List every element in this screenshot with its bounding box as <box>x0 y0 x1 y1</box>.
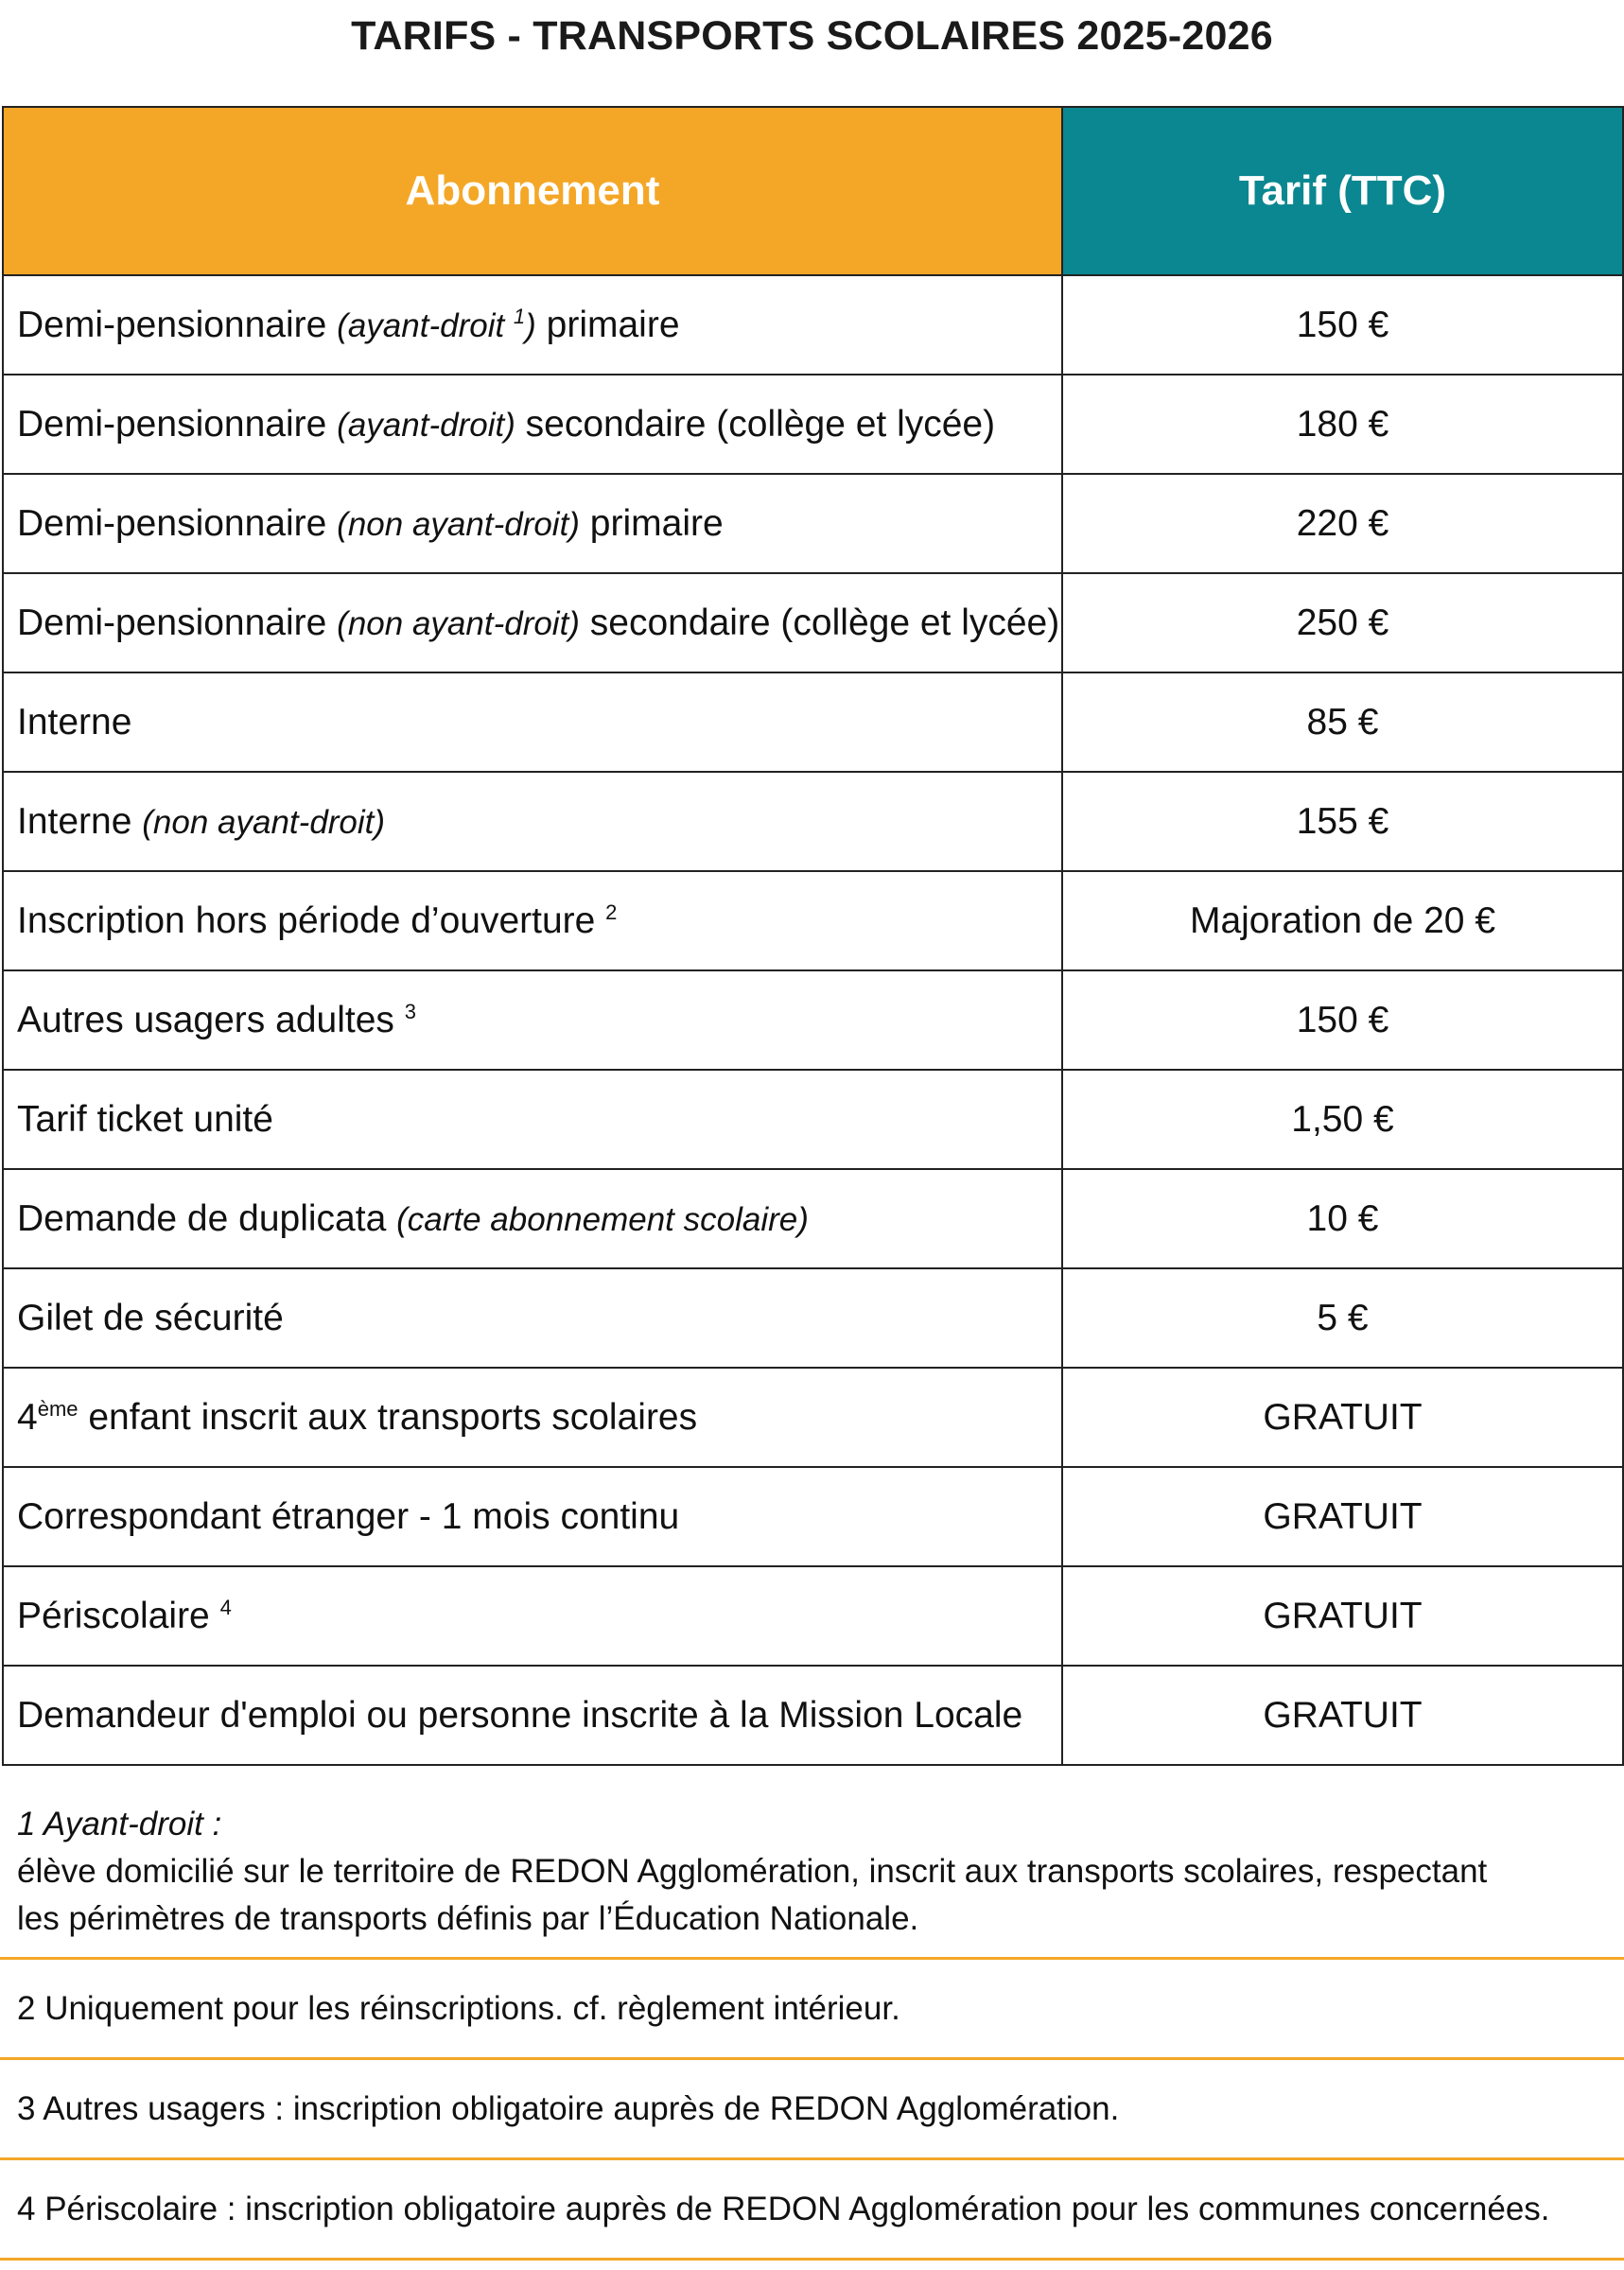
row-label <box>3 1566 1062 1666</box>
tariff-table <box>2 106 1624 1766</box>
row-label-note-text: (non ayant-droit) <box>337 505 580 543</box>
table-row <box>3 275 1623 375</box>
table-row <box>3 1070 1623 1169</box>
row-price: GRATUIT <box>1062 1467 1623 1566</box>
row-label <box>3 1467 1062 1566</box>
table-row <box>3 672 1623 772</box>
row-label <box>3 1169 1062 1268</box>
footnotes <box>0 1793 1624 2261</box>
row-label-note <box>337 407 515 444</box>
row-price: 155 € <box>1062 772 1623 871</box>
footnote-1 <box>0 1793 1624 1960</box>
row-label <box>3 970 1062 1070</box>
header-abonnement: Abonnement <box>3 107 1062 275</box>
table-row <box>3 1666 1623 1765</box>
row-price: 85 € <box>1062 672 1623 772</box>
row-label <box>3 375 1062 474</box>
row-label-rest: secondaire (collège et lycée) <box>579 602 1060 643</box>
table-row <box>3 772 1623 871</box>
table-row <box>3 474 1623 573</box>
row-label-text: Demi-pensionnaire <box>17 502 338 544</box>
row-label-text: Interne <box>17 800 143 842</box>
row-label-superscript: 4 <box>219 1595 232 1619</box>
row-label-text: Gilet de sécurité <box>17 1297 284 1338</box>
table-row <box>3 871 1623 970</box>
row-label-note <box>337 506 580 543</box>
row-label <box>3 474 1062 573</box>
row-price: 150 € <box>1062 275 1623 375</box>
row-price: 1,50 € <box>1062 1070 1623 1169</box>
row-label-note <box>337 304 536 344</box>
footnote-4: 4 Périscolaire : inscription obligatoire auprès de REDON Agglomération pour les communes concernées. <box>0 2160 1624 2261</box>
row-price: GRATUIT <box>1062 1666 1623 1765</box>
row-price: GRATUIT <box>1062 1368 1623 1467</box>
row-label-text: Correspondant étranger - 1 mois continu <box>17 1495 680 1537</box>
row-label-note-text: (non ayant-droit) <box>337 604 580 642</box>
row-label-text: Demi-pensionnaire <box>17 602 338 643</box>
footnote-1-title: 1 Ayant-droit : <box>17 1806 222 1842</box>
row-label-text: Périscolaire <box>17 1595 220 1636</box>
row-label-text: Interne <box>17 701 132 742</box>
row-label-superscript: 2 <box>605 899 618 924</box>
table-row <box>3 970 1623 1070</box>
row-label-text: Demi-pensionnaire <box>17 403 338 445</box>
row-price: Majoration de 20 € <box>1062 871 1623 970</box>
row-label <box>3 1666 1062 1765</box>
row-label-superscript: ème <box>37 1396 79 1421</box>
table-row <box>3 1566 1623 1666</box>
row-label-note-text: (ayant-droit) <box>337 406 515 444</box>
row-label-text: Tarif ticket unité <box>17 1098 273 1140</box>
table-row <box>3 1467 1623 1566</box>
row-price: 220 € <box>1062 474 1623 573</box>
row-label-note-close: ) <box>525 306 536 344</box>
row-price: 250 € <box>1062 573 1623 672</box>
row-label-note <box>337 605 580 642</box>
row-label-rest: secondaire (collège et lycée) <box>515 403 996 445</box>
row-label-superscript: 3 <box>404 999 416 1023</box>
row-label-text: Demi-pensionnaire <box>17 304 338 345</box>
tariff-rows <box>3 275 1623 1765</box>
row-label <box>3 1268 1062 1368</box>
table-row <box>3 1268 1623 1368</box>
row-price: 150 € <box>1062 970 1623 1070</box>
row-label-text: Inscription hors période d’ouverture <box>17 899 606 941</box>
row-price: 5 € <box>1062 1268 1623 1368</box>
row-label-text: Autres usagers adultes <box>17 999 405 1040</box>
row-label <box>3 672 1062 772</box>
footnote-1-body: élève domicilié sur le territoire de REDON Agglomération, inscrit aux transports scolaires, respectant les périmètres de transports définis par l’Éducation Nationale. <box>17 1853 1488 1937</box>
row-label-rest: primaire <box>535 304 680 345</box>
row-label-text: Demande de duplicata <box>17 1197 397 1239</box>
table-row <box>3 573 1623 672</box>
table-header-row <box>3 107 1623 275</box>
header-tarif: Tarif (TTC) <box>1062 107 1623 275</box>
row-label-rest: enfant inscrit aux transports scolaires <box>78 1396 698 1438</box>
row-label <box>3 275 1062 375</box>
row-label-rest: primaire <box>579 502 724 544</box>
row-label <box>3 871 1062 970</box>
table-row <box>3 375 1623 474</box>
row-label-note-text: (ayant-droit <box>337 306 514 344</box>
footnote-2: 2 Uniquement pour les réinscriptions. cf. règlement intérieur. <box>0 1960 1624 2060</box>
row-label <box>3 573 1062 672</box>
row-price: 10 € <box>1062 1169 1623 1268</box>
row-label-note-text: (non ayant-droit) <box>142 803 386 841</box>
row-label-note <box>142 804 385 841</box>
row-label <box>3 1070 1062 1169</box>
row-label-text: 4 <box>17 1396 38 1438</box>
row-label <box>3 772 1062 871</box>
row-price: GRATUIT <box>1062 1566 1623 1666</box>
row-label <box>3 1368 1062 1467</box>
row-label-note-superscript: 1 <box>513 304 526 328</box>
row-label-note <box>396 1201 809 1238</box>
row-label-text: Demandeur d'emploi ou personne inscrite à la Mission Locale <box>17 1694 1023 1736</box>
row-label-note-text: (carte abonnement scolaire) <box>396 1200 809 1238</box>
footnote-3: 3 Autres usagers : inscription obligatoire auprès de REDON Agglomération. <box>0 2060 1624 2160</box>
page-title: TARIFS - TRANSPORTS SCOLAIRES 2025-2026 <box>351 13 1273 59</box>
table-row <box>3 1169 1623 1268</box>
row-price: 180 € <box>1062 375 1623 474</box>
table-row <box>3 1368 1623 1467</box>
